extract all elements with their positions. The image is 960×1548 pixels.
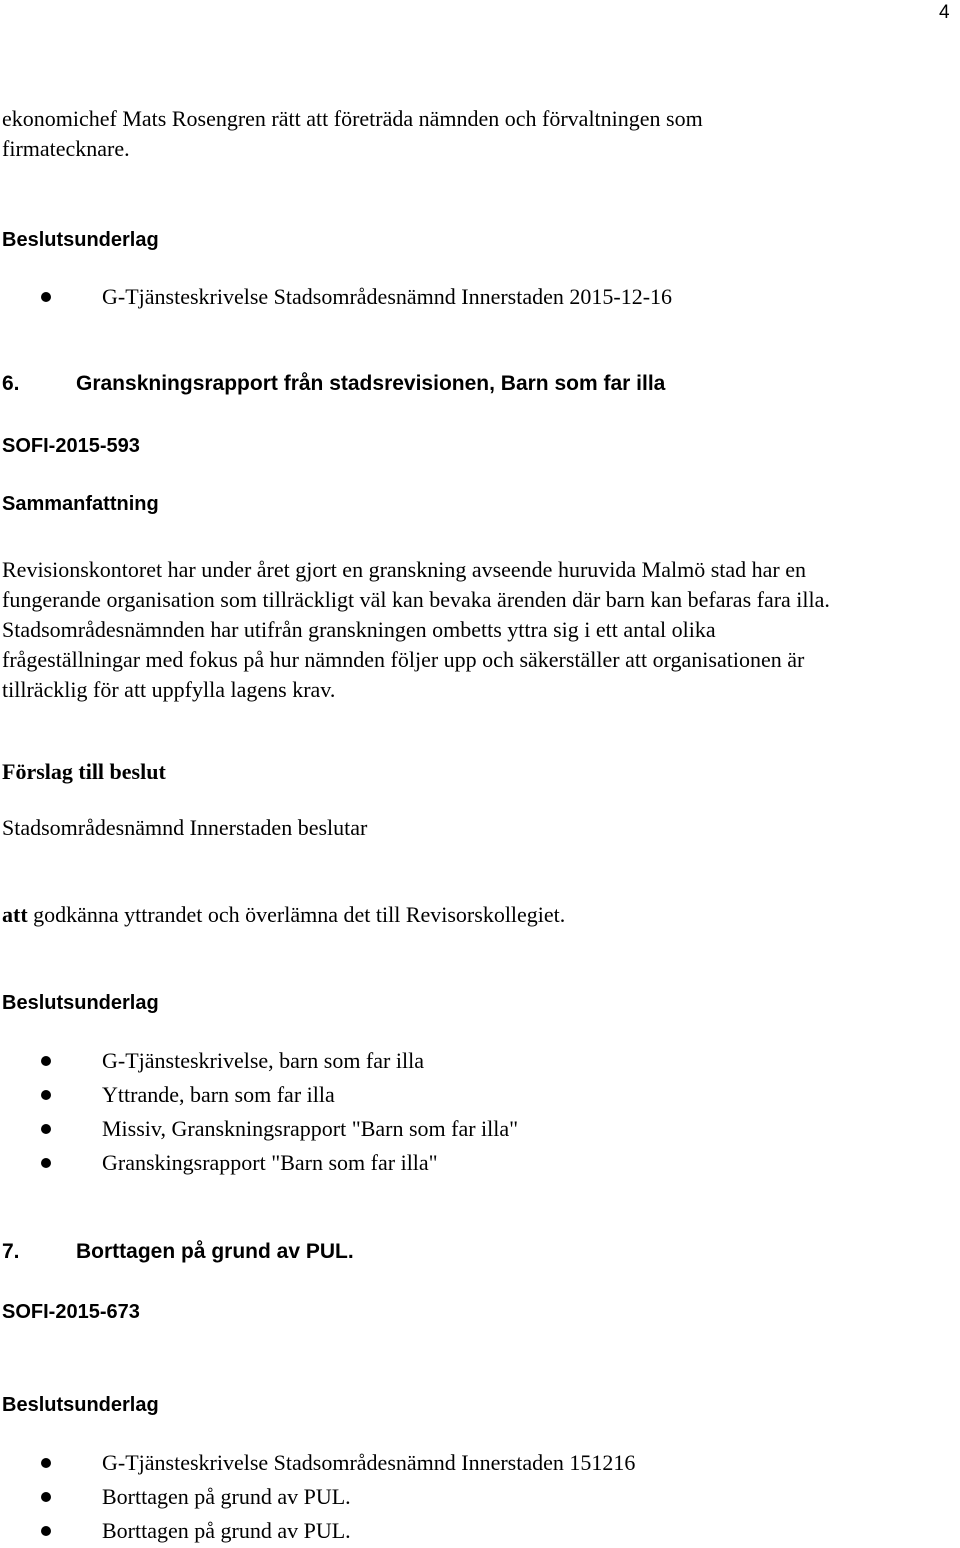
beslutsunderlag-heading: Beslutsunderlag	[2, 229, 159, 251]
bullet-icon	[41, 1458, 51, 1468]
case-id: SOFI-2015-673	[2, 1301, 140, 1323]
list-item: Yttrande, barn som far illa	[0, 1080, 900, 1110]
summary-heading: Sammanfattning	[2, 493, 159, 515]
bullet-icon	[41, 1492, 51, 1502]
bullet-icon	[41, 1124, 51, 1134]
item-6-heading	[0, 370, 900, 398]
item-title: Granskningsrapport från stadsrevisionen, Barn som far illa	[76, 372, 666, 395]
bullet-icon	[41, 1158, 51, 1168]
intro-paragraph	[2, 104, 950, 164]
list-item: G-Tjänsteskrivelse Stadsområdesnämnd Innerstaden 2015-12-16	[0, 282, 900, 312]
bullet-icon	[41, 1056, 51, 1066]
decision-line	[2, 900, 565, 930]
paragraph-line: tillräcklig för att uppfylla lagens krav.	[2, 677, 336, 702]
item-title: Borttagen på grund av PUL.	[76, 1240, 354, 1263]
item-number: 7.	[2, 1240, 20, 1263]
list-item: Missiv, Granskningsrapport "Barn som far illa"	[0, 1114, 900, 1144]
proposal-heading: Förslag till beslut	[2, 759, 166, 784]
paragraph-line: ekonomichef Mats Rosengren rätt att företräda nämnden och förvaltningen som	[2, 106, 703, 131]
beslutsunderlag-heading: Beslutsunderlag	[2, 992, 159, 1014]
beslutsunderlag-heading: Beslutsunderlag	[2, 1394, 159, 1416]
item-7-heading	[0, 1238, 900, 1266]
paragraph-line: Revisionskontoret har under året gjort en granskning avseende huruvida Malmö stad har en	[2, 557, 806, 582]
bullet-icon	[41, 1090, 51, 1100]
paragraph-line: firmatecknare.	[2, 136, 130, 161]
item-number: 6.	[2, 372, 20, 395]
bullet-icon	[41, 1526, 51, 1536]
decision-text: godkänna yttrandet och överlämna det till Revisorskollegiet.	[27, 902, 566, 927]
paragraph-line: Stadsområdesnämnden har utifrån granskningen ombetts yttra sig i ett antal olika	[2, 617, 716, 642]
list-item: Borttagen på grund av PUL.	[0, 1516, 900, 1546]
bullet-icon	[41, 292, 51, 302]
list-item: G-Tjänsteskrivelse Stadsområdesnämnd Innerstaden 151216	[0, 1448, 900, 1478]
list-item: Granskingsrapport "Barn som far illa"	[0, 1148, 900, 1178]
proposal-intro: Stadsområdesnämnd Innerstaden beslutar	[2, 815, 368, 840]
paragraph-line: fungerande organisation som tillräckligt väl kan bevaka ärenden där barn kan befaras fara illa.	[2, 587, 830, 612]
list-item: G-Tjänsteskrivelse, barn som far illa	[0, 1046, 900, 1076]
page-number: 4	[939, 2, 950, 23]
paragraph-line: frågeställningar med fokus på hur nämnden följer upp och säkerställer att organisationen är	[2, 647, 805, 672]
decision-keyword: att	[2, 902, 28, 927]
case-id: SOFI-2015-593	[2, 435, 140, 457]
list-item: Borttagen på grund av PUL.	[0, 1482, 900, 1512]
summary-paragraph	[2, 555, 950, 705]
